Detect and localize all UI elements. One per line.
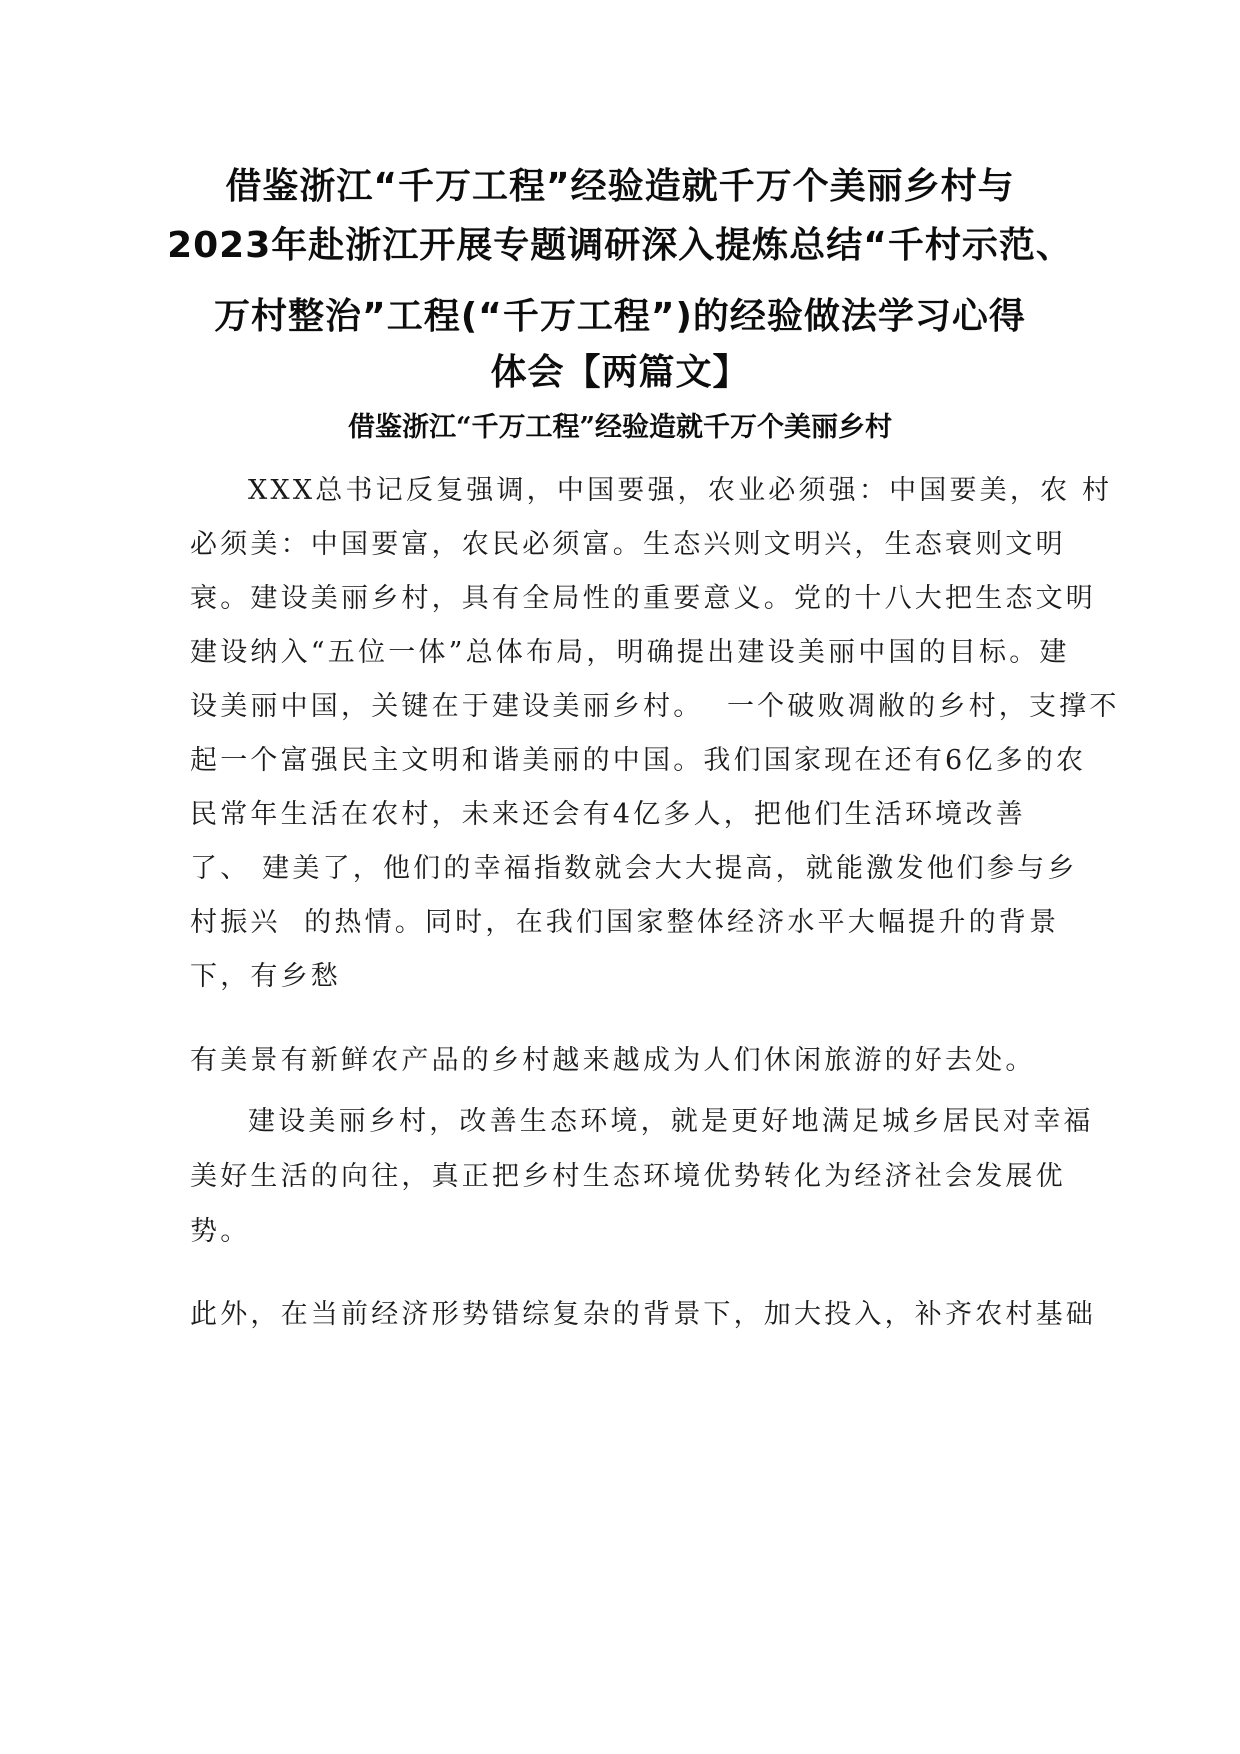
paragraph-1-line-8: 了、 建美了，他们的幸福指数就会大大提高，就能激发他们参与乡 — [190, 853, 1078, 884]
paragraph-1-line-5: 设美丽中国，关键在于建设美丽乡村。 一个破败凋敝的乡村，支撑不 — [190, 691, 1120, 722]
paragraph-1-line-1: XXX总书记反复强调，中国要强，农业必须强：中国要美，农 村 — [248, 475, 1113, 506]
paragraph-2: 有美景有新鲜农产品的乡村越来越成为人们休闲旅游的好去处。 — [190, 1045, 1036, 1076]
paragraph-3-line-1: 建设美丽乡村，改善生态环境，就是更好地满足城乡居民对幸福 — [248, 1106, 1094, 1137]
document-title-line-3: 万村整治”工程(“千万工程”)的经验做法学习心得 — [214, 296, 1026, 337]
paragraph-3-line-2: 美好生活的向往，真正把乡村生态环境优势转化为经济社会发展优 — [190, 1161, 1066, 1192]
paragraph-3-line-3: 势。 — [190, 1216, 251, 1247]
paragraph-1-line-4: 建设纳入“五位一体”总体布局，明确提出建设美丽中国的目标。建 — [190, 637, 1070, 668]
document-title-line-4: 体会【两篇文】 — [490, 352, 750, 393]
paragraph-1-line-10: 下，有乡愁 — [190, 961, 341, 992]
document-title-line-1: 借鉴浙江“千万工程”经验造就千万个美丽乡村与 — [225, 166, 1015, 207]
paragraph-1-line-2: 必须美：中国要富，农民必须富。生态兴则文明兴，生态衰则文明 — [190, 529, 1066, 560]
paragraph-1-line-9: 村振兴 的热情。同时，在我们国家整体经济水平大幅提升的背景 — [190, 907, 1060, 938]
paragraph-1-line-3: 衰。建设美丽乡村，具有全局性的重要意义。党的十八大把生态文明 — [190, 583, 1096, 614]
paragraph-1-line-6: 起一个富强民主文明和谐美丽的中国。我们国家现在还有6亿多的农 — [190, 745, 1087, 776]
paragraph-1-line-7: 民常年生活在农村，未来还会有4亿多人，把他们生活环境改善 — [190, 799, 1026, 830]
paragraph-4: 此外，在当前经济形势错综复杂的背景下，加大投入，补齐农村基础 — [190, 1299, 1096, 1330]
document-title-line-2: 2023年赴浙江开展专题调研深入提炼总结“千村示范、 — [167, 225, 1073, 266]
section-subtitle: 借鉴浙江“千万工程”经验造就千万个美丽乡村 — [347, 412, 893, 443]
